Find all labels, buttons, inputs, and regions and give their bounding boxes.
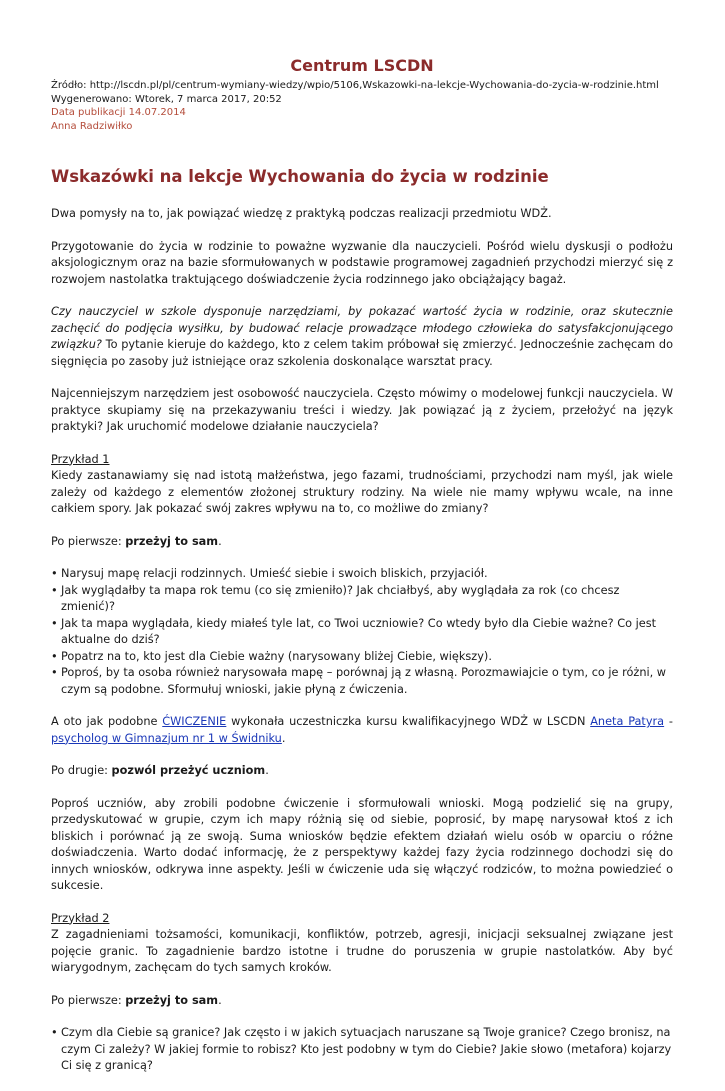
- exercise-link-paragraph: [51, 714, 673, 747]
- bullet-icon: •: [51, 649, 58, 663]
- bullet-icon: •: [51, 583, 58, 597]
- second-step: [51, 763, 673, 780]
- list-item-text: Popatrz na to, kto jest dla Ciebie ważny (narysowany bliżej Ciebie, większy).: [61, 649, 492, 663]
- school-link[interactable]: psycholog w Gimnazjum nr 1 w Świdniku: [51, 731, 282, 745]
- bullet-list-1: [51, 566, 673, 698]
- generated-date: Wygenerowano: Wtorek, 7 marca 2017, 20:52: [51, 93, 282, 105]
- example-1-heading: Przykład 1: [51, 452, 110, 466]
- paragraph-4: Poproś uczniów, aby zrobili podobne ćwiczenie i sformułowali wnioski. Mogą podzielić się na grupy, przedyskutować w grupie, czym ich mapy różnią się od siebie, poprosić, by mapę narysował ktoś z ich bliskich i porównać ją ze swoją. Suma wniosków będzie efektem działań wielu osób w oparciu o różne doświadczenia. Warto dodać informację, że z perspektywy każdej fazy życia rodzinnego dochodzi się do innych wniosków, odkrywa inne aspekty. Jeśli w ćwiczenie uda się włączyć rodziców, to można powiedzieć o sukcesie.: [51, 796, 673, 892]
- author-name: Anna Radziwiłko: [51, 120, 133, 132]
- link-paragraph-prefix: A oto jak podobne: [51, 715, 163, 728]
- bullet-list-2: [51, 1025, 673, 1075]
- list-item-text: Czym dla Ciebie są granice? Jak często i w jakich sytuacjach naruszane są Twoje granice? Czego bronisz, na czym Ci zależy? W jakiej formie to robisz? Kto jest podobny w tym do Ciebie? Jakie słowo (metafora) kojarzy Ci się z granicą?: [61, 1026, 672, 1072]
- bullet-icon: •: [51, 666, 58, 679]
- paragraph-3: Najcenniejszym narzędziem jest osobowość nauczyciela. Często mówimy o modelowej funkcji nauczyciela. W praktyce skupiamy się na przekazywaniu treści i wiedzy. Jak powiązać ją z życiem, przełożyć na język praktyki? Jak uruchomić modelowe działanie nauczyciela?: [51, 387, 673, 433]
- meta-block: [51, 79, 673, 133]
- bullet-icon: •: [51, 616, 58, 630]
- article-title: Wskazówki na lekcje Wychowania do życia w rodzinie: [51, 167, 549, 186]
- paragraph-2: [51, 304, 673, 370]
- example-2: [51, 911, 673, 977]
- first-step-suffix: .: [218, 534, 222, 548]
- list-item-text: Narysuj mapę relacji rodzinnych. Umieść siebie i swoich bliskich, przyjaciół.: [61, 567, 488, 580]
- link-paragraph-dash: -: [664, 715, 673, 728]
- first-step-2-suffix: .: [218, 993, 222, 1007]
- list-item: [51, 583, 673, 616]
- second-step-bold: pozwól przeżyć uczniom: [111, 764, 266, 777]
- list-item: [51, 566, 673, 583]
- first-step-2-prefix: Po pierwsze:: [51, 993, 126, 1007]
- list-item-text: Jak wyglądałby ta mapa rok temu (co się zmieniło)? Jak chciałbyś, aby wyglądała za rok (co chcesz zmienić)?: [61, 583, 620, 613]
- example-2-text: Z zagadnieniami tożsamości, komunikacji, konfliktów, potrzeb, agresji, inicjacji seksualnej związane jest pojęcie granic. To zagadnienie bardzo istotne i trudne do poruszenia w grupie nastolatków. Aby być wiarygodnym, zachęcam do tych samych kroków.: [51, 928, 673, 974]
- author-link[interactable]: Aneta Patyra: [590, 715, 665, 728]
- example-1-text: Kiedy zastanawiamy się nad istotą małżeństwa, jego fazami, trudnościami, przychodzi nam myśl, jak wiele zależy od każdego z elementów złożonej struktury rodziny. Na wiele nie mamy wpływu wcale, na inne całkiem spory. Jak pokazać swój zakres wpływu na to, co możliwe do zmiany?: [51, 469, 673, 515]
- link-paragraph-end: .: [281, 731, 286, 745]
- lead-paragraph: Dwa pomysły na to, jak powiązać wiedzę z praktyką podczas realizacji przedmiotu WDŻ.: [51, 207, 552, 220]
- list-item-text: Poproś, by ta osoba również narysowała mapę – porównaj ją z własną. Porozmawiajcie o tym, co je różni, w czym są podobne. Sformułuj wnioski, jakie płyną z ćwiczenia.: [61, 666, 667, 696]
- bullet-icon: •: [51, 567, 58, 580]
- list-item: [51, 649, 673, 666]
- document-page: [51, 0, 673, 1091]
- exercise-link[interactable]: ĆWICZENIE: [162, 715, 227, 728]
- source-url: Źródło: http://lscdn.pl/pl/centrum-wymiany-wiedzy/wpio/5106,Wskazowki-na-lekcje-Wychowania-do-zycia-w-rodzinie.html: [51, 80, 659, 91]
- list-item: [51, 1025, 673, 1075]
- example-2-heading: Przykład 2: [51, 911, 110, 925]
- first-step-prefix: Po pierwsze:: [51, 534, 126, 548]
- first-step-2-bold: przeżyj to sam: [125, 993, 219, 1007]
- second-step-suffix: .: [265, 764, 269, 777]
- link-paragraph-middle: wykonała uczestniczka kursu kwalifikacyjnego WDŻ w LSCDN: [226, 715, 591, 728]
- site-title: Centrum LSCDN: [290, 56, 434, 75]
- paragraph-2-rest: To pytanie kieruje do każdego, kto z celem takim próbował się zmierzyć. Jednocześnie zachęcam do sięgnięcia po zasoby już istniejące oraz szkolenia doskonalące warsztat pracy.: [51, 338, 673, 368]
- first-step-bold: przeżyj to sam: [125, 534, 219, 548]
- bullet-icon: •: [51, 1026, 58, 1039]
- second-step-prefix: Po drugie:: [51, 764, 112, 777]
- list-item: [51, 616, 673, 649]
- list-item-text: Jak ta mapa wyglądała, kiedy miałeś tyle lat, co Twoi uczniowie? Co wtedy było dla Ciebie ważne? Co jest aktualne do dziś?: [61, 616, 657, 646]
- example-1: [51, 452, 673, 518]
- paragraph-2-italic: Czy nauczyciel w szkole dysponuje narzędziami, by pokazać wartość życia w rodzinie, oraz skutecznie zachęcić do podjęcia wysiłku, by budować relacje prowadzące młodego człowieka do satysfakcjonującego związku?: [51, 305, 673, 351]
- first-step-2: [51, 993, 673, 1010]
- paragraph-1: Przygotowanie do życia w rodzinie to poważne wyzwanie dla nauczycieli. Pośród wielu dyskusji o podłożu aksjologicznym oraz na bazie sformułowanych w podstawie programowej zagadnień przychodzi mierzyć się z rozwojem nastolatka traktującego doświadczenie życia rodzinnego jako obciążający bagaż.: [51, 239, 673, 286]
- first-step: [51, 534, 673, 551]
- list-item: [51, 665, 673, 698]
- publication-date: Data publikacji 14.07.2014: [51, 107, 186, 118]
